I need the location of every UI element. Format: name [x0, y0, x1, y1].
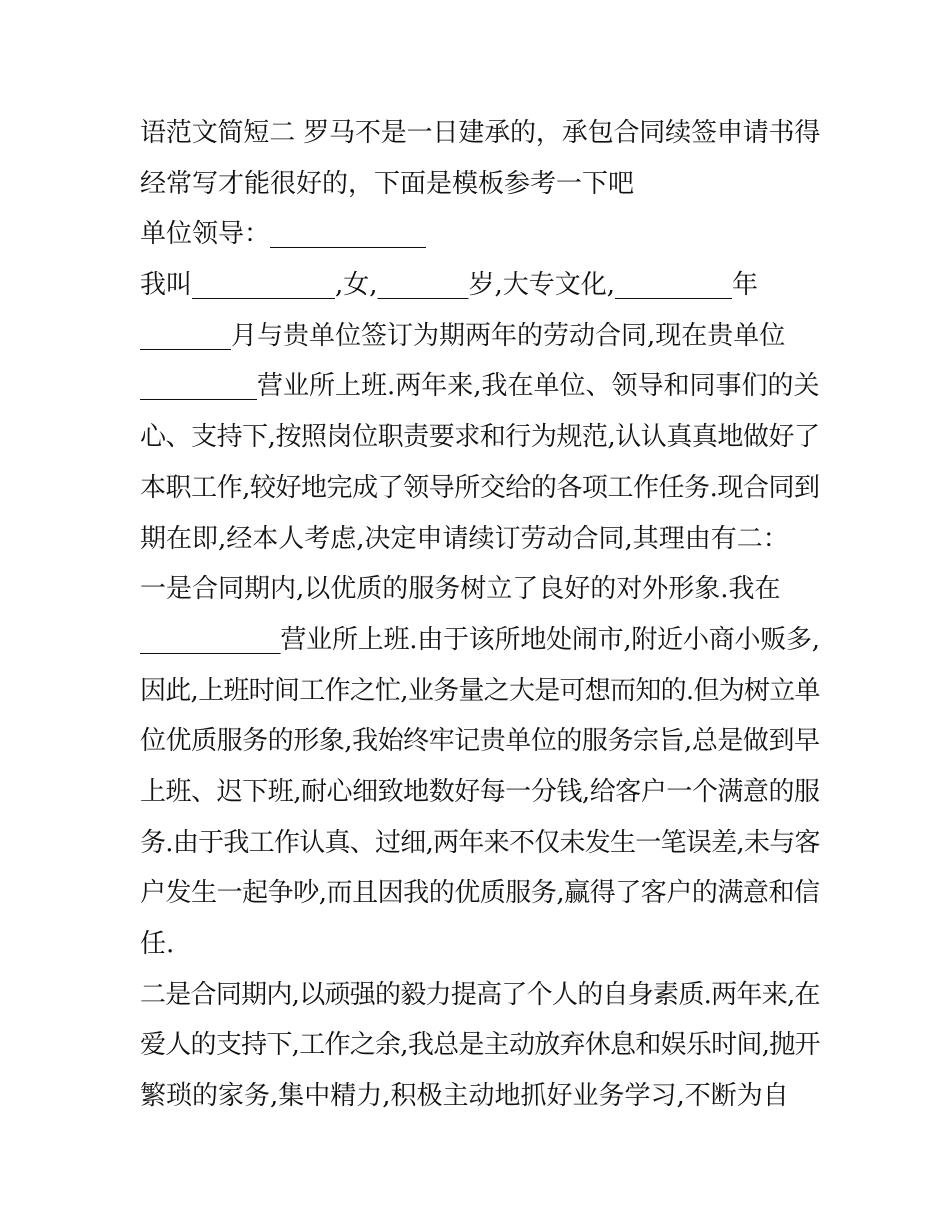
- text-line: 因此,上班时间工作之忙,业务量之大是可想而知的.但为树立单: [140, 675, 820, 706]
- text-line: 我叫___________,女,_______岁,大专文化,_________年: [140, 270, 759, 301]
- text-line: 二是合同期内,以顽强的毅力提高了个人的自身素质.两年来,在: [140, 979, 820, 1010]
- text-line: 繁琐的家务,集中精力,积极主动地抓好业务学习,不断为自: [140, 1081, 789, 1112]
- text-line: ___________营业所上班.由于该所地处闹市,附近小商小贩多,: [140, 624, 820, 655]
- text-line: 本职工作,较好地完成了领导所交给的各项工作任务.现合同到: [140, 472, 820, 503]
- text-line: 一是合同期内,以优质的服务树立了良好的对外形象.我在: [140, 574, 781, 605]
- text-line: _______月与贵单位签订为期两年的劳动合同,现在贵单位: [140, 320, 786, 351]
- text-line: 语范文简短二 罗马不是一日建承的，承包合同续签申请书得: [140, 118, 821, 148]
- document-body: [140, 108, 820, 1122]
- text-line: _________营业所上班.两年来,我在单位、领导和同事们的关: [140, 371, 820, 402]
- text-line: 任.: [140, 929, 175, 959]
- text-line: 经常写才能很好的，下面是模板参考一下吧: [140, 168, 635, 199]
- text-line: 户发生一起争吵,而且因我的优质服务,赢得了客户的满意和信: [140, 878, 820, 909]
- text-line: 期在即,经本人考虑,决定申请续订劳动合同,其理由有二：: [140, 523, 789, 554]
- text-line: 爱人的支持下,工作之余,我总是主动放弃休息和娱乐时间,抛开: [140, 1030, 820, 1061]
- text-line: 单位领导：____________: [140, 219, 427, 250]
- text-line: 心、支持下,按照岗位职责要求和行为规范,认认真真地做好了: [140, 422, 820, 453]
- text-line: 务.由于我工作认真、过细,两年来不仅未发生一笔误差,未与客: [140, 827, 820, 858]
- text-line: 上班、迟下班,耐心细致地数好每一分钱,给客户一个满意的服: [140, 776, 820, 807]
- text-line: 位优质服务的形象,我始终牢记贵单位的服务宗旨,总是做到早: [140, 726, 820, 757]
